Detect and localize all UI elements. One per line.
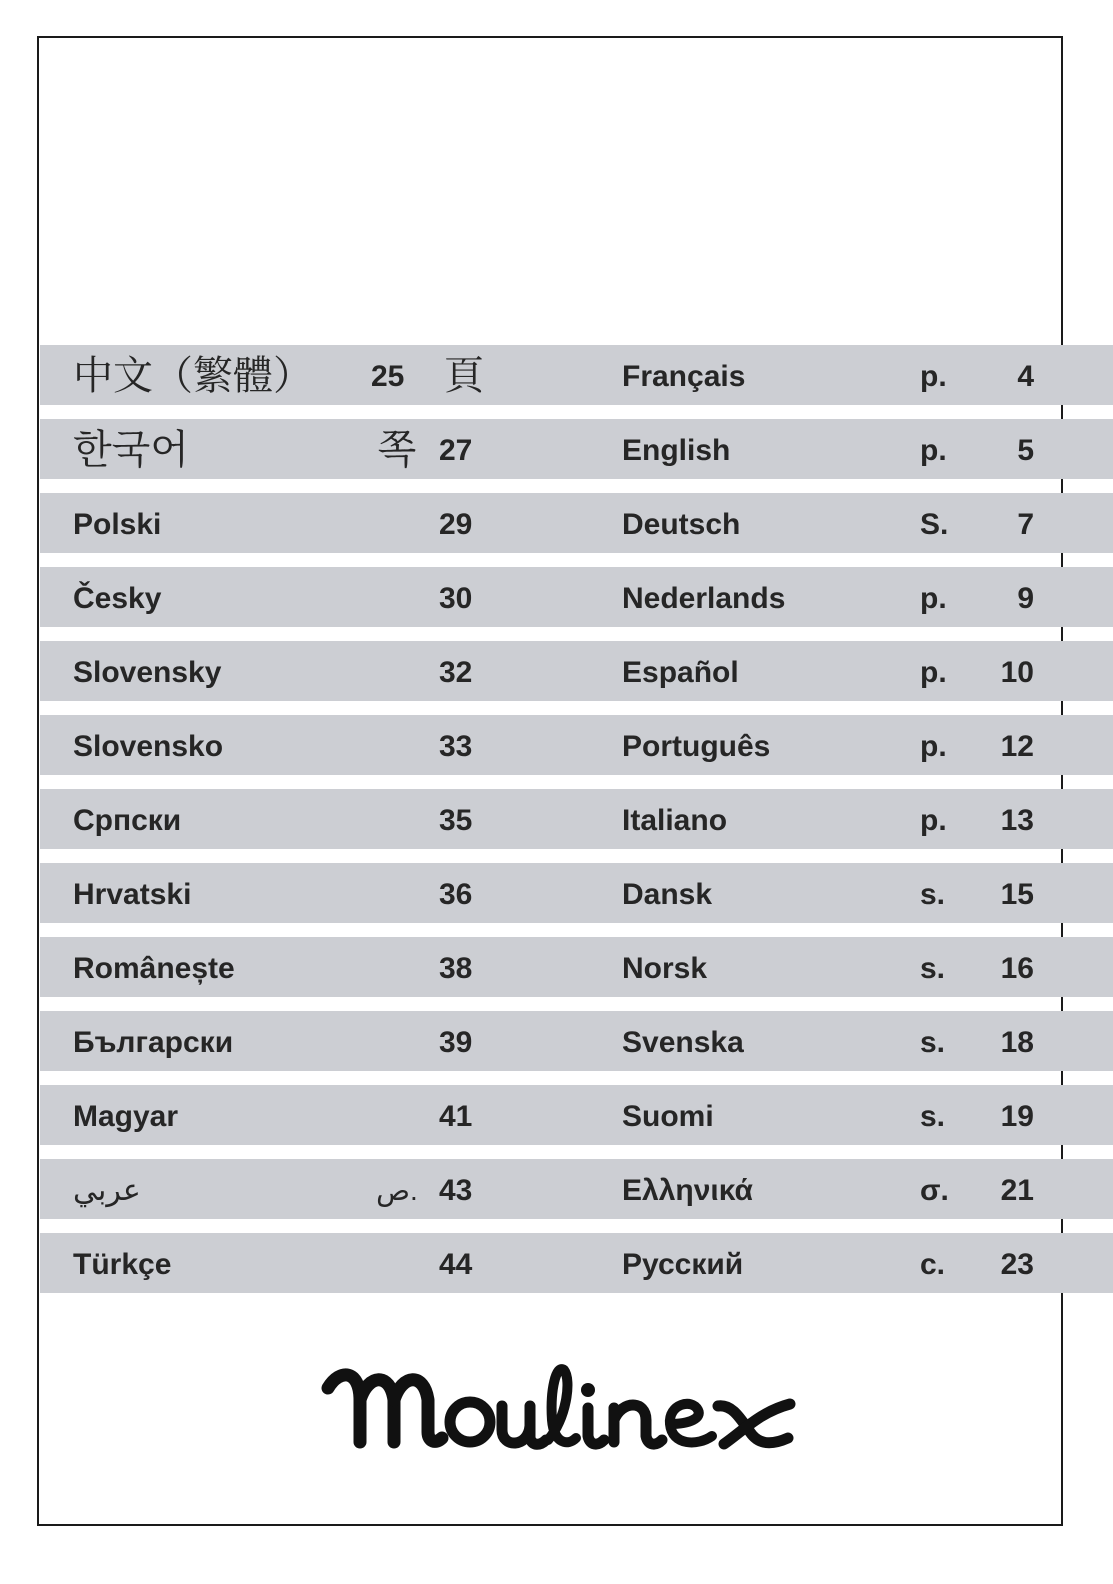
- right-page-abbrev: p.: [920, 360, 947, 393]
- right-language-name: Français: [622, 360, 746, 393]
- left-language-name: Slovensky: [73, 656, 222, 689]
- right-page-number: 13: [1000, 804, 1034, 837]
- left-page-number: 25: [371, 360, 405, 393]
- language-row: [40, 567, 1113, 627]
- right-page-number: 19: [1000, 1100, 1034, 1133]
- right-language-name: Dansk: [622, 878, 713, 911]
- right-page-abbrev: s.: [920, 1026, 946, 1059]
- left-language-name: Български: [73, 1026, 234, 1059]
- right-page-abbrev: p.: [920, 804, 947, 837]
- right-page-abbrev: c.: [920, 1248, 946, 1281]
- left-page-number: 38: [439, 952, 473, 985]
- left-page-abbrev: 쪽: [377, 428, 417, 472]
- left-language-name: 한국어: [73, 428, 189, 472]
- moulinex-wordmark: [320, 1360, 795, 1460]
- right-page-abbrev: p.: [920, 582, 947, 615]
- left-language-name: Српски: [73, 804, 182, 837]
- language-row: [40, 1233, 1113, 1293]
- right-page-number: 12: [1000, 730, 1034, 763]
- left-language-name: عربي: [73, 1174, 141, 1207]
- right-language-name: Norsk: [622, 952, 708, 985]
- left-page-number: 44: [439, 1248, 473, 1281]
- right-language-name: Español: [622, 656, 739, 689]
- right-page-abbrev: σ.: [920, 1174, 949, 1207]
- left-page-suffix: 頁: [444, 354, 484, 398]
- moulinex-logo: [320, 1360, 795, 1460]
- left-page-number: 39: [439, 1026, 473, 1059]
- right-page-abbrev: p.: [920, 656, 947, 689]
- left-language-name: Slovensko: [73, 730, 224, 763]
- right-page-number: 15: [1000, 878, 1034, 911]
- right-page-abbrev: p.: [920, 730, 947, 763]
- left-language-name: Česky: [73, 582, 162, 615]
- right-page-number: 23: [1000, 1248, 1034, 1281]
- left-page-number: 30: [439, 582, 473, 615]
- left-language-name: Hrvatski: [73, 878, 192, 911]
- right-page-number: 7: [1017, 508, 1034, 541]
- left-page-number: 36: [439, 878, 473, 911]
- left-page-number: 35: [439, 804, 473, 837]
- right-language-name: Русский: [622, 1248, 744, 1281]
- language-row: [40, 419, 1113, 479]
- left-page-number: 27: [439, 434, 473, 467]
- language-row: [40, 345, 1113, 405]
- right-page-number: 4: [1017, 360, 1034, 393]
- right-language-name: Ελληνικά: [622, 1174, 753, 1207]
- right-language-name: Suomi: [622, 1100, 714, 1133]
- right-language-name: Nederlands: [622, 582, 786, 615]
- right-page-number: 16: [1000, 952, 1034, 985]
- language-row: [40, 715, 1113, 775]
- right-language-name: Português: [622, 730, 771, 763]
- language-row: [40, 1159, 1113, 1219]
- right-page-number: 10: [1000, 656, 1034, 689]
- right-language-name: English: [622, 434, 731, 467]
- right-page-number: 21: [1000, 1174, 1034, 1207]
- right-page-abbrev: s.: [920, 878, 946, 911]
- left-page-abbrev: ص.: [376, 1175, 418, 1206]
- language-index: [40, 345, 1113, 1307]
- left-language-name: Türkçe: [73, 1248, 172, 1281]
- left-language-name: Polski: [73, 508, 162, 541]
- language-row: [40, 641, 1113, 701]
- right-language-name: Deutsch: [622, 508, 741, 541]
- right-page-number: 5: [1017, 434, 1034, 467]
- right-language-name: Italiano: [622, 804, 728, 837]
- right-page-abbrev: s.: [920, 1100, 946, 1133]
- right-language-name: Svenska: [622, 1026, 744, 1059]
- left-page-number: 33: [439, 730, 473, 763]
- right-page-abbrev: S.: [920, 508, 949, 541]
- language-row: [40, 493, 1113, 553]
- language-row: [40, 789, 1113, 849]
- right-page-abbrev: p.: [920, 434, 947, 467]
- left-page-number: 43: [439, 1174, 473, 1207]
- right-page-abbrev: s.: [920, 952, 946, 985]
- right-page-number: 18: [1000, 1026, 1034, 1059]
- left-language-name: Magyar: [73, 1100, 179, 1133]
- left-page-number: 41: [439, 1100, 473, 1133]
- left-language-name: 中文（繁體）: [73, 354, 313, 398]
- right-page-number: 9: [1017, 582, 1034, 615]
- language-row: [40, 1085, 1113, 1145]
- left-language-name: Românește: [73, 952, 235, 985]
- language-row: [40, 863, 1113, 923]
- language-row: [40, 937, 1113, 997]
- left-page-number: 32: [439, 656, 473, 689]
- language-row: [40, 1011, 1113, 1071]
- left-page-number: 29: [439, 508, 473, 541]
